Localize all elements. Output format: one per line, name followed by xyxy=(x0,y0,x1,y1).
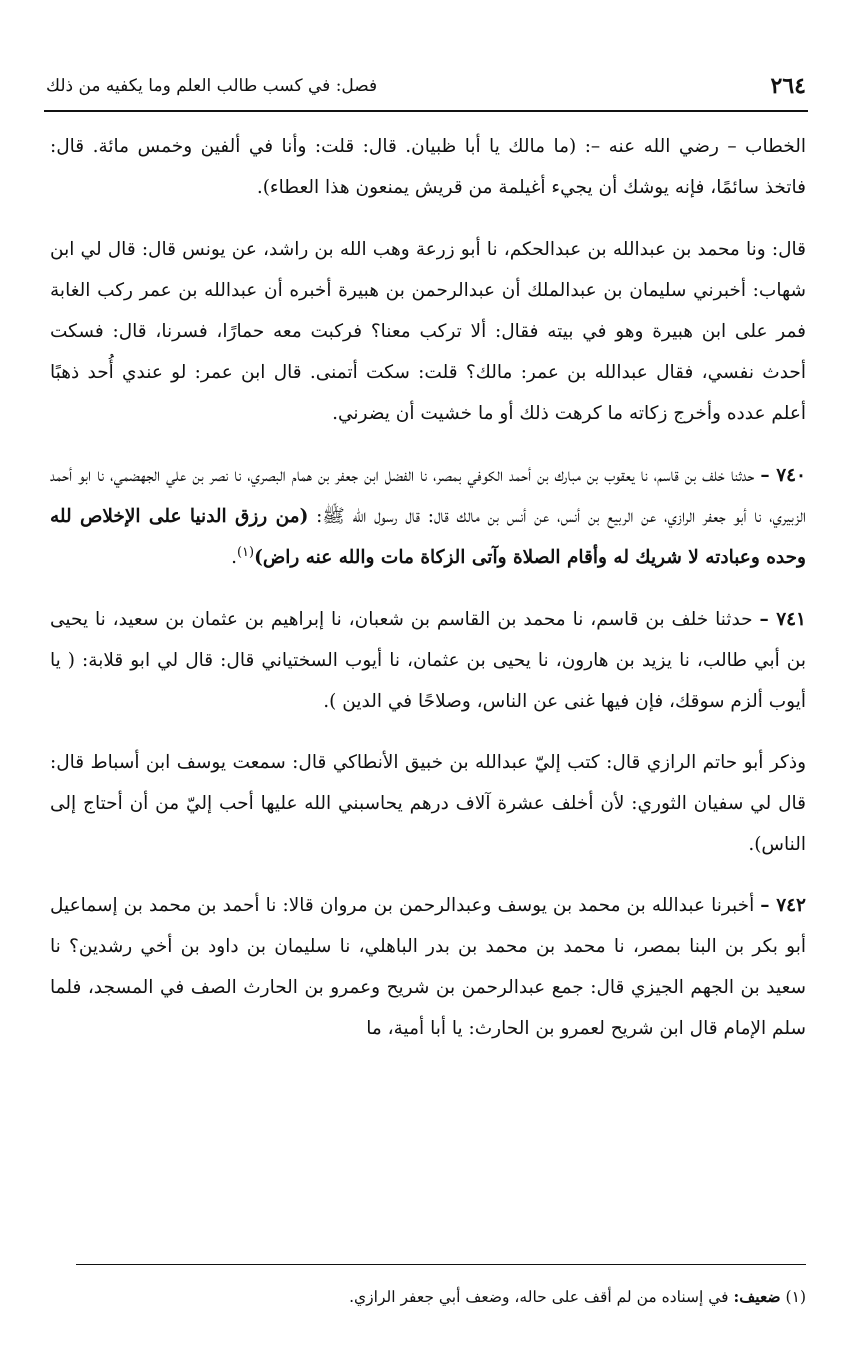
hadith-number: ٧٤١ – xyxy=(759,609,806,630)
paragraph-narration: قال: ونا محمد بن عبدالله بن عبدالحكم، نا أبو زرعة وهب الله بن راشد، عن يونس قال: قال لي ابن شهاب: أخبرني سليمان بن عبدالملك أن عبدالرحمن بن هبيرة أخبره أن عبدالله بن عمر ركب الغابة فمر على ابن هبيرة وهو في بيته فقال: ألا تركب معنا؟ فركبت معه حمارًا، فسرنا، قال: فسكت أحدث نفسي، فقال عبدالله بن عمر: مالك؟ قلت: سكت أتمنى. قال ابن عمر: لو عندي أُحد ذهبًا أعلم عدده وأخرج زكاته ما كرهت ذلك أو ما خشيت أن يضرني. xyxy=(50,239,806,424)
paragraph-narration: وذكر أبو حاتم الرازي قال: كتب إليّ عبدالله بن خبيق الأنطاكي قال: سمعت يوسف ابن أسباط قال: قال لي سفيان الثوري: لأن أخلف عشرة آلاف درهم يحاسبني الله عليها أحب إليّ من أن أحتاج إلى الناس). xyxy=(50,752,806,855)
hadith-number: ٧٤٠ – xyxy=(760,465,806,486)
main-text xyxy=(50,126,806,1049)
hadith-741 xyxy=(50,599,806,722)
header-divider xyxy=(44,110,808,112)
footnote-divider xyxy=(76,1264,806,1265)
hadith-number: ٧٤٢ – xyxy=(760,895,806,916)
footnote-grade: ضعيف: xyxy=(733,1287,781,1306)
footnote-marker: (١) xyxy=(785,1288,806,1306)
hadith-742 xyxy=(50,885,806,1049)
footnote-text: في إسناده من لم أقف على حاله، وضعف أبي جعفر الرازي. xyxy=(349,1288,729,1306)
hadith-chain: حدثنا خلف بن قاسم، نا محمد بن القاسم بن شعبان، نا إبراهيم بن عثمان بن سعيد، نا يحيى بن أبي طالب، نا يزيد بن هارون، نا يحيى بن عثمان، نا أيوب السختياني قال: قال لي ابو قلابة: ( يا أيوب ألزم سوقك، فإن فيها غنى عن الناس، وصلاحًا في الدين ). xyxy=(50,609,806,712)
footnote xyxy=(50,1282,806,1312)
footnote-reference[interactable]: (١) xyxy=(236,544,255,560)
section-title: فصل: في كسب طالب العلم وما يكفيه من ذلك xyxy=(46,76,378,96)
running-header xyxy=(46,66,806,106)
hadith-chain: حدثنا خلف بن قاسم، نا يعقوب بن مبارك بن أحمد الكوفي بمصر، نا الفضل ابن جعفر بن همام البصري، نا نصر بن علي الجهضمي، نا ابو أحمد الزبيري، نا أبو جعفر الرازي، عن الربيع بن أنس، عن أنس بن مالك قال: قال رسول الله ﷺ: xyxy=(50,465,807,527)
hadith-740 xyxy=(50,455,806,578)
hadith-end: . xyxy=(231,547,237,568)
paragraph-continuation: الخطاب – رضي الله عنه –: (ما مالك يا أبا ظبيان. قال: قلت: وأنا في ألفين وخمس مائة. قال: فاتخذ سائمًا، فإنه يوشك أن يجيء أغيلمة من قريش يمنعون هذا العطاء). xyxy=(50,136,806,198)
hadith-chain: أخبرنا عبدالله بن محمد بن يوسف وعبدالرحمن بن مروان قالا: نا أحمد بن محمد بن إسماعيل أبو بكر بن البنا بمصر، نا محمد بن محمد بن بدر الباهلي، نا سليمان بن داود بن أخي رشدين؟ نا سعيد بن الجهم الجيزي قال: جمع عبدالرحمن بن شريح وعمرو بن الحارث الصف في المسجد، فلما سلم الإمام قال ابن شريح لعمرو بن الحارث: يا أبا أمية، ما xyxy=(50,895,806,1039)
page-number: ٢٦٤ xyxy=(770,73,806,99)
hadith-quote: (من رزق الدنيا على الإخلاص لله وحده وعبادته لا شريك له وأقام الصلاة وآتى الزكاة مات والله عنه راض) xyxy=(50,506,806,568)
